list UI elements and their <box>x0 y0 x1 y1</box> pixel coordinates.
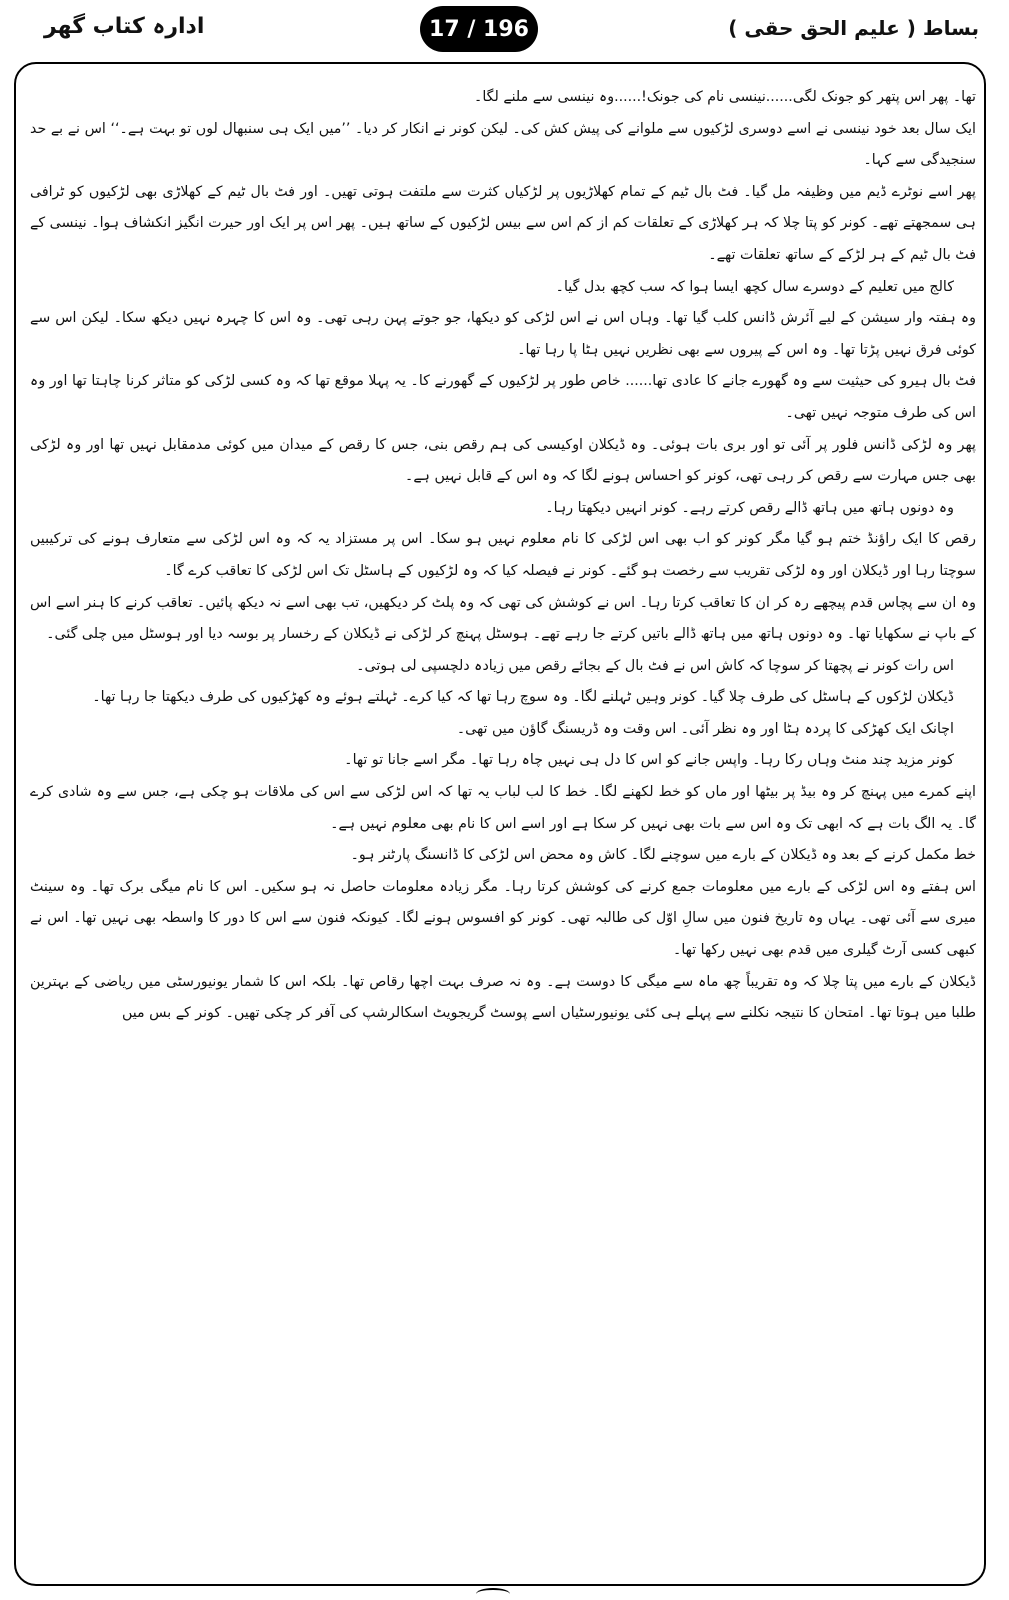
paragraph: اچانک ایک کھڑکی کا پردہ ہٹا اور وہ نظر آئی۔ اس وقت وہ ڈریسنگ گاؤن میں تھی۔ <box>456 720 954 737</box>
paragraph: ڈیکلان کے بارے میں پتا چلا کہ وہ تقریباً چھ ماہ سے میگی کا دوست ہے۔ وہ نہ صرف بہت اچھا رقاص تھا۔ بلکہ اس کا شمار یونیورسٹی میں ریاضی کے بہترین طلبا میں ہوتا تھا۔ امتحان کا نتیجہ نکلنے سے پہلے ہی کئی یونیورسٹیاں اسے پوسٹ گریجویٹ اسکالرشپ کی آفر کر چکی تھیں۔ کونر کے بس میں <box>30 973 976 1022</box>
paragraph: وہ دونوں ہاتھ میں ہاتھ ڈالے رقص کرتے رہے۔ کونر انہیں دیکھتا رہا۔ <box>545 499 954 516</box>
paragraph: کالج میں تعلیم کے دوسرے سال کچھ ایسا ہوا کہ سب کچھ بدل گیا۔ <box>555 278 954 295</box>
paragraph: اپنے کمرے میں پہنچ کر وہ بیڈ پر بیٹھا اور ماں کو خط لکھنے لگا۔ خط کا لب لباب یہ تھا کہ اس لڑکی سے اس کی ملاقات ہو چکی ہے، جس سے وہ شادی کرے گا۔ یہ الگ بات ہے کہ ابھی تک وہ اس سے بات بھی نہیں کر سکا ہے اور اسے اس کا نام بھی معلوم نہیں ہے۔ <box>30 784 976 832</box>
page-header <box>0 0 1009 64</box>
book-title: بساط ( علیم الحق حقی ) <box>728 16 979 40</box>
paragraph: ڈیکلان لڑکوں کے ہاسٹل کی طرف چلا گیا۔ کونر وہیں ٹہلنے لگا۔ وہ سوچ رہا تھا کہ کیا کرے۔ ٹہلتے ہوئے وہ کھڑکیوں کی طرف دیکھتا جا رہا تھا۔ <box>92 689 954 706</box>
publisher-name: ادارہ کتاب گھر <box>44 14 205 39</box>
paragraph: خط مکمل کرنے کے بعد وہ ڈیکلان کے بارے میں سوچنے لگا۔ کاش وہ محض اس لڑکی کا ڈانسنگ پارٹنر ہو۔ <box>350 847 976 864</box>
paragraph: اس ہفتے وہ اس لڑکی کے بارے میں معلومات جمع کرنے کی کوشش کرتا رہا۔ مگر زیادہ معلومات حاصل نہ ہو سکیں۔ اس کا نام میگی برک تھا۔ وہ سینٹ میری سے آئی تھی۔ یہاں وہ تاریخ فنون میں سالِ اوّل کی طالبہ تھی۔ کونر کو افسوس ہونے لگا۔ کیونکہ فنون سے اس کا دور کا واسطہ بھی نہیں تھا۔ اس نے کبھی کسی آرٹ گیلری میں قدم بھی نہیں رکھا تھا۔ <box>30 878 976 959</box>
paragraph: پھر اسے نوٹرے ڈیم میں وظیفہ مل گیا۔ فٹ بال ٹیم کے تمام کھلاڑیوں پر لڑکیاں کثرت سے ملتفت ہوتی تھیں۔ اور فٹ بال ٹیم کے کھلاڑی بھی لڑکیوں کو ٹرافی ہی سمجھتے تھے۔ کونر کو پتا چلا کہ ہر کھلاڑی کے تعلقات کم از کم اس سے بیس لڑکیوں کے ساتھ ہیں۔ پھر اس پر ایک اور حیرت انگیز انکشاف ہوا۔ نینسی کے فٹ بال ٹیم کے ہر لڑکے کے ساتھ تعلقات تھے۔ <box>30 183 976 263</box>
body-text <box>30 82 976 1030</box>
paragraph: وہ ہفتہ وار سیشن کے لیے آئرش ڈانس کلب گیا تھا۔ وہاں اس نے اس لڑکی کو دیکھا، جو جوتے پہن رہی تھی۔ وہ اس کا چہرہ نہیں دیکھ سکا۔ لیکن اس سے کوئی فرق نہیں پڑتا تھا۔ وہ اس کے پیروں سے بھی نظریں نہیں ہٹا پا رہا تھا۔ <box>30 310 976 358</box>
paragraph: اس رات کونر نے پچھتا کر سوچا کہ کاش اس نے فٹ بال کے بجائے رقص میں زیادہ دلچسپی لی ہوتی۔ <box>356 657 954 674</box>
paragraph: رقص کا ایک راؤنڈ ختم ہو گیا مگر کونر کو اب بھی اس لڑکی کا نام معلوم نہیں ہو سکا۔ اس پر مستزاد یہ کہ وہ اس لڑکی سے متعارف ہونے کی ترکیبیں سوچتا رہا اور ڈیکلان اور وہ لڑکی تقریب سے رخصت ہو گئے۔ کونر نے فیصلہ کیا کہ وہ لڑکیوں کے ہاسٹل تک اس لڑکی کا تعاقب کرے گا۔ <box>30 531 976 579</box>
paragraph: وہ ان سے پچاس قدم پیچھے رہ کر ان کا تعاقب کرتا رہا۔ اس نے کوشش کی تھی کہ وہ پلٹ کر دیکھیں، تب بھی اسے نہ دیکھ پائیں۔ تعاقب کرنے کا ہنر اسے اس کے باپ نے سکھایا تھا۔ وہ دونوں ہاتھ میں ہاتھ ڈالے باتیں کرتے جا رہے تھے۔ ہوسٹل پہنچ کر لڑکی نے ڈیکلان کے رخسار پر بوسہ دیا اور ہوسٹل میں چلی گئی۔ <box>30 594 976 643</box>
paragraph: تھا۔ پھر اس پتھر کو جونک لگی......نینسی نام کی جونک!......وہ نینسی سے ملنے لگا۔ <box>474 89 976 105</box>
paragraph: کونر مزید چند منٹ وہاں رکا رہا۔ واپس جانے کو اس کا دل ہی نہیں چاہ رہا تھا۔ مگر اسے جانا تو تھا۔ <box>344 752 954 769</box>
paragraph: ایک سال بعد خود نینسی نے اسے دوسری لڑکیوں سے ملوانے کی پیش کش کی۔ لیکن کونر نے انکار کر دیا۔ ’’میں ایک ہی سنبھال لوں تو بہت ہے۔‘‘ اس نے بے حد سنجیدگی سے کہا۔ <box>30 120 976 169</box>
page-bottom-ornament <box>476 1588 510 1600</box>
page-counter: 17 / 196 <box>420 6 538 52</box>
paragraph: فٹ بال ہیرو کی حیثیت سے وہ گھورے جانے کا عادی تھا...... خاص طور پر لڑکیوں کے گھورنے کا۔ یہ پہلا موقع تھا کہ وہ کسی لڑکی کو متاثر کرنا چاہتا تھا اور وہ اس کی طرف متوجہ نہیں تھی۔ <box>30 373 976 421</box>
paragraph: پھر وہ لڑکی ڈانس فلور پر آئی تو اور بری بات ہوئی۔ وہ ڈیکلان اوکیسی کی ہم رقص بنی، جس کا رقص کے میدان میں کوئی مدمقابل نہیں تھا اور وہ لڑکی بھی جس مہارت سے رقص کر رہی تھی، کونر کو احساس ہونے لگا کہ وہ اس کے قابل نہیں ہے۔ <box>30 436 976 485</box>
